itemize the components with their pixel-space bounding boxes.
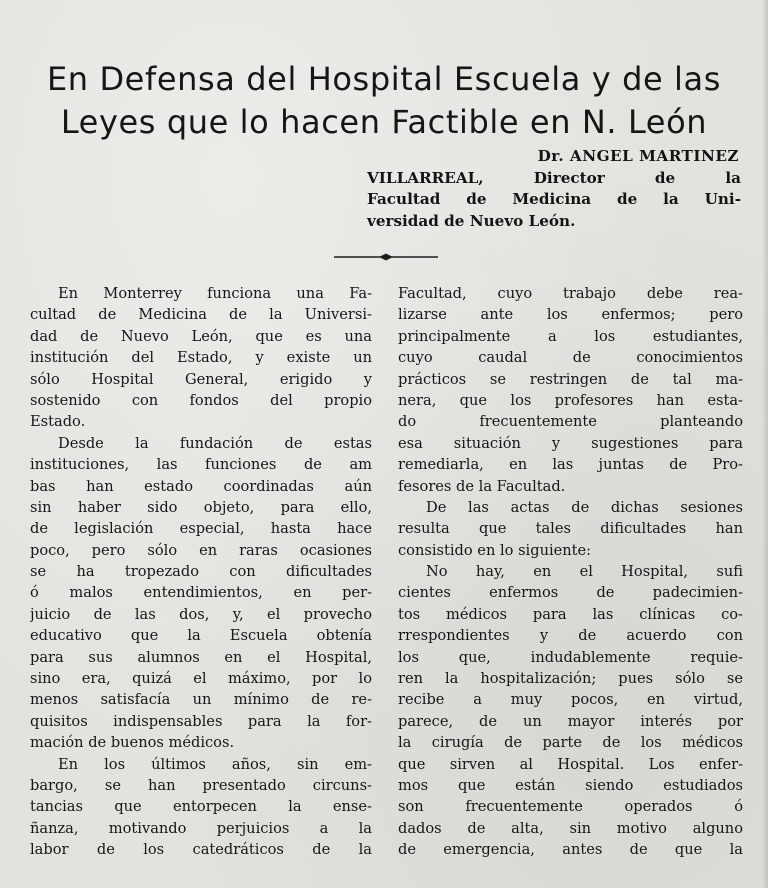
text-line: parece, de un mayor interés por bbox=[398, 712, 743, 730]
text-line: do frecuentemente planteando bbox=[398, 413, 743, 431]
text-line: poco, pero sólo en raras ocasiones bbox=[30, 541, 372, 559]
text-line: consistido en lo siguiente: bbox=[398, 541, 592, 559]
text-line: De las actas de dichas sesiones bbox=[426, 498, 743, 516]
text-line: ó malos entendimientos, en per- bbox=[30, 584, 372, 602]
text-line: tos médicos para las clínicas co- bbox=[398, 605, 743, 623]
text-line: mos que están siendo estudiados bbox=[398, 776, 743, 794]
text-line: bas han estado coordinadas aún bbox=[30, 477, 372, 495]
text-line: sino era, quizá el máximo, por lo bbox=[30, 670, 372, 688]
text-line: dados de alta, sin motivo alguno bbox=[398, 819, 743, 837]
byline-line: Dr. ANGEL MARTINEZ bbox=[537, 147, 739, 165]
text-line: instituciones, las funciones de am bbox=[30, 456, 372, 474]
text-line: la cirugía de parte de los médicos bbox=[398, 734, 743, 752]
text-line: sólo Hospital General, erigido y bbox=[30, 370, 372, 388]
text-line: labor de los catedráticos de la bbox=[30, 841, 372, 859]
byline-line: versidad de Nuevo León. bbox=[367, 211, 576, 230]
byline-line: Facultad de Medicina de la Uni- bbox=[367, 190, 741, 209]
text-line: resulta que tales dificultades han bbox=[398, 520, 743, 538]
text-line: juicio de las dos, y, el provecho bbox=[30, 605, 372, 623]
text-line: educativo que la Escuela obtenía bbox=[30, 627, 372, 645]
text-line: mación de buenos médicos. bbox=[30, 734, 235, 752]
text-line: los que, indudablemente requie- bbox=[398, 648, 743, 666]
text-line: sostenido con fondos del propio bbox=[30, 391, 372, 409]
text-line: bargo, se han presentado circuns- bbox=[30, 776, 372, 794]
text-line: lizarse ante los enfermos; pero bbox=[398, 306, 743, 324]
text-line: de emergencia, antes de que la bbox=[398, 841, 743, 859]
text-line: Desde la fundación de estas bbox=[58, 434, 372, 452]
text-line: Estado. bbox=[30, 413, 86, 431]
section-divider-ornament bbox=[334, 253, 438, 261]
text-line: prácticos se restringen de tal ma- bbox=[398, 370, 743, 388]
text-line: recibe a muy pocos, en virtud, bbox=[398, 691, 743, 709]
text-line: Facultad, cuyo trabajo debe rea- bbox=[398, 285, 743, 302]
author-byline bbox=[367, 146, 741, 232]
text-line: No hay, en el Hospital, sufi bbox=[426, 563, 743, 581]
left-text-column bbox=[30, 283, 372, 861]
text-line: tancias que entorpecen la ense- bbox=[30, 798, 372, 816]
scan-edge-shadow bbox=[762, 0, 768, 888]
text-line: se ha tropezado con dificultades bbox=[30, 563, 372, 581]
text-line: son frecuentemente operados ó bbox=[398, 798, 743, 816]
text-line: dad de Nuevo León, que es una bbox=[30, 327, 372, 345]
text-line: fesores de la Facultad. bbox=[398, 477, 566, 495]
text-line: esa situación y sugestiones para bbox=[398, 434, 743, 452]
article-title-line-2: Leyes que lo hacen Factible en N. León bbox=[60, 103, 708, 141]
byline-line: VILLARREAL, Director de la bbox=[367, 168, 741, 187]
text-line: menos satisfacía un mínimo de re- bbox=[30, 691, 372, 709]
text-line: institución del Estado, y existe un bbox=[30, 349, 372, 367]
text-line: cuyo caudal de conocimientos bbox=[398, 349, 743, 367]
right-text-column bbox=[398, 283, 743, 861]
article-title-line-1: En Defensa del Hospital Escuela y de las bbox=[46, 60, 722, 98]
text-line: cientes enfermos de padecimien- bbox=[398, 584, 743, 602]
text-line: principalmente a los estudiantes, bbox=[398, 327, 743, 345]
text-line: de legislación especial, hasta hace bbox=[30, 520, 372, 538]
text-line: para sus alumnos en el Hospital, bbox=[30, 648, 372, 666]
text-line: remediarla, en las juntas de Pro- bbox=[398, 456, 743, 474]
text-line: ñanza, motivando perjuicios a la bbox=[30, 819, 372, 837]
text-line: sin haber sido objeto, para ello, bbox=[30, 498, 372, 516]
text-line: quisitos indispensables para la for- bbox=[30, 712, 372, 730]
text-line: En Monterrey funciona una Fa- bbox=[58, 285, 372, 302]
text-line: que sirven al Hospital. Los enfer- bbox=[398, 755, 743, 773]
text-line: rrespondientes y de acuerdo con bbox=[398, 627, 743, 645]
text-line: nera, que los profesores han esta- bbox=[398, 391, 743, 409]
text-line: ren la hospitalización; pues sólo se bbox=[398, 670, 743, 688]
text-line: En los últimos años, sin em- bbox=[58, 755, 372, 773]
text-line: cultad de Medicina de la Universi- bbox=[30, 306, 372, 324]
